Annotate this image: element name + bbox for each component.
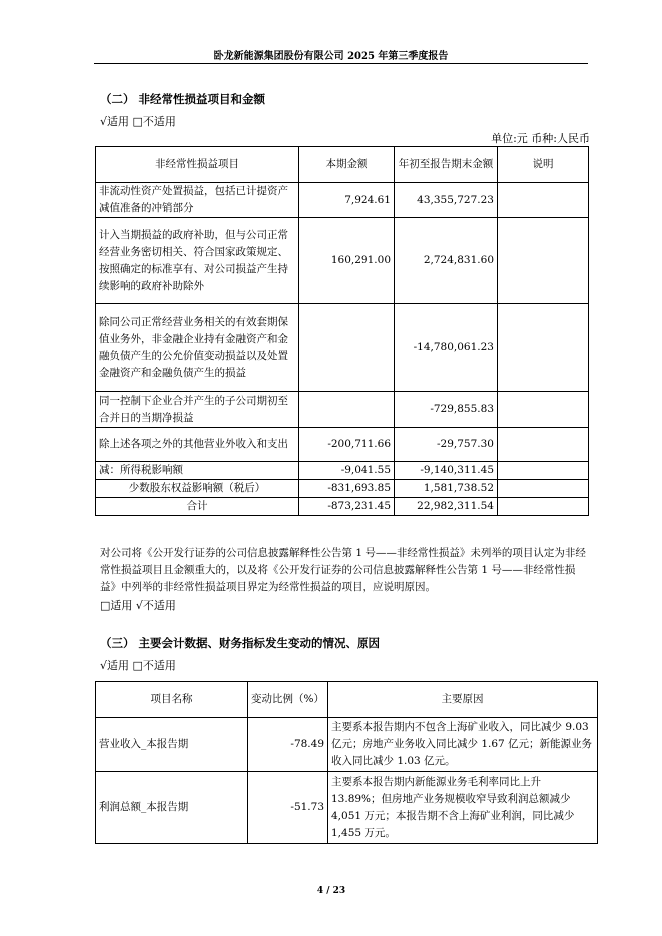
- row-reason: 主要系本报告期内新能源业务毛利率同比上升 13.89%；但房地产业务规模收窄导致利润总额减少 4,051 万元；本报告期不含上海矿业利润，同比减少 1,455 万元。: [328, 772, 598, 844]
- applicability-note: □适用 √不适用: [100, 599, 176, 612]
- table-row: [96, 183, 589, 218]
- row-ytd: 43,355,727.23: [395, 183, 498, 218]
- row-ytd: 22,982,311.54: [395, 498, 498, 516]
- col-header-item: 非经常性损益项目: [96, 147, 299, 183]
- col-header-ratio: 变动比例（%）: [248, 682, 328, 718]
- row-item: 除同公司正常经营业务相关的有效套期保值业务外，非金融企业持有金融资产和金融负债产生的公允价值变动损益以及处置金融资产和金融负债产生的损益: [96, 304, 299, 392]
- table-row: [96, 480, 589, 498]
- col-header-current: 本期金额: [299, 147, 395, 183]
- col-header-item: 项目名称: [96, 682, 248, 718]
- row-item: 利润总额_本报告期: [96, 772, 248, 844]
- row-current: -200,711.66: [299, 428, 395, 462]
- row-item: 计入当期损益的政府补助，但与公司正常经营业务密切相关、符合国家政策规定、按照确定的标准享有、对公司损益产生持续影响的政府补助除外: [96, 218, 299, 304]
- table-header-row: [96, 147, 589, 183]
- row-note: [498, 183, 589, 218]
- section-title-nonrecurring: （二） 非经常性损益项目和金额: [100, 92, 266, 106]
- row-reason: 主要系本报告期内不包含上海矿业收入，同比减少 9.03 亿元；房地产业务收入同比减少 1.67 亿元；新能源业务收入同比减少 1.03 亿元。: [328, 718, 598, 772]
- row-note: [498, 218, 589, 304]
- table-row: [96, 428, 589, 462]
- nonrecurring-table: [95, 146, 589, 516]
- row-item: 减：所得税影响额: [96, 462, 299, 480]
- row-current: [299, 304, 395, 392]
- row-note: [498, 462, 589, 480]
- row-ratio: -51.73: [248, 772, 328, 844]
- row-item: 同一控制下企业合并产生的子公司期初至合并日的当期净损益: [96, 392, 299, 428]
- row-item: 营业收入_本报告期: [96, 718, 248, 772]
- page-number: 4 / 23: [316, 886, 346, 896]
- row-current: 160,291.00: [299, 218, 395, 304]
- table-row: [96, 462, 589, 480]
- row-item: 除上述各项之外的其他营业外收入和支出: [96, 428, 299, 462]
- row-current: [299, 392, 395, 428]
- row-ratio: -78.49: [248, 718, 328, 772]
- table-row: [96, 772, 598, 844]
- row-current: -831,693.85: [299, 480, 395, 498]
- row-ytd: 2,724,831.60: [395, 218, 498, 304]
- row-current: 7,924.61: [299, 183, 395, 218]
- col-header-reason: 主要原因: [328, 682, 598, 718]
- unit-line: 单位:元 币种:人民币: [491, 132, 590, 145]
- col-header-note: 说明: [498, 147, 589, 183]
- table-row: [96, 392, 589, 428]
- row-note: [498, 304, 589, 392]
- table-row: [96, 304, 589, 392]
- applicability-changes: √适用 □不适用: [100, 659, 176, 672]
- table-row: [96, 218, 589, 304]
- row-item: 非流动性资产处置损益，包括已计提资产减值准备的冲销部分: [96, 183, 299, 218]
- row-note: [498, 428, 589, 462]
- row-ytd: -729,855.83: [395, 392, 498, 428]
- applicability-nonrecurring: √适用 □不适用: [100, 115, 176, 128]
- changes-table: [95, 681, 598, 844]
- table-header-row: [96, 682, 598, 718]
- table-row-total: [96, 498, 589, 516]
- row-ytd: -29,757.30: [395, 428, 498, 462]
- row-current: -873,231.45: [299, 498, 395, 516]
- row-ytd: 1,581,738.52: [395, 480, 498, 498]
- row-item: 少数股东权益影响额（税后）: [96, 480, 299, 498]
- row-note: [498, 392, 589, 428]
- page-header: 卧龙新能源集团股份有限公司 2025 年第三季度报告: [213, 51, 449, 62]
- row-note: [498, 498, 589, 516]
- disclosure-note: 对公司将《公开发行证券的公司信息披露解释性公告第 1 号——非经常性损益》未列举的项目认定为非经常性损益项目且金额重大的，以及将《公开发行证券的公司信息披露解释性公告第 1 号——非经常性损益》中列举的非经常性损益项目界定为经常性损益的项目，应说明原因。: [100, 547, 586, 593]
- row-current: -9,041.55: [299, 462, 395, 480]
- table-row: [96, 718, 598, 772]
- row-ytd: -14,780,061.23: [395, 304, 498, 392]
- row-ytd: -9,140,311.45: [395, 462, 498, 480]
- col-header-ytd: 年初至报告期末金额: [395, 147, 498, 183]
- section-title-changes: （三） 主要会计数据、财务指标发生变动的情况、原因: [100, 636, 381, 650]
- row-note: [498, 480, 589, 498]
- row-item: 合计: [96, 498, 299, 516]
- header-rule: [94, 63, 588, 64]
